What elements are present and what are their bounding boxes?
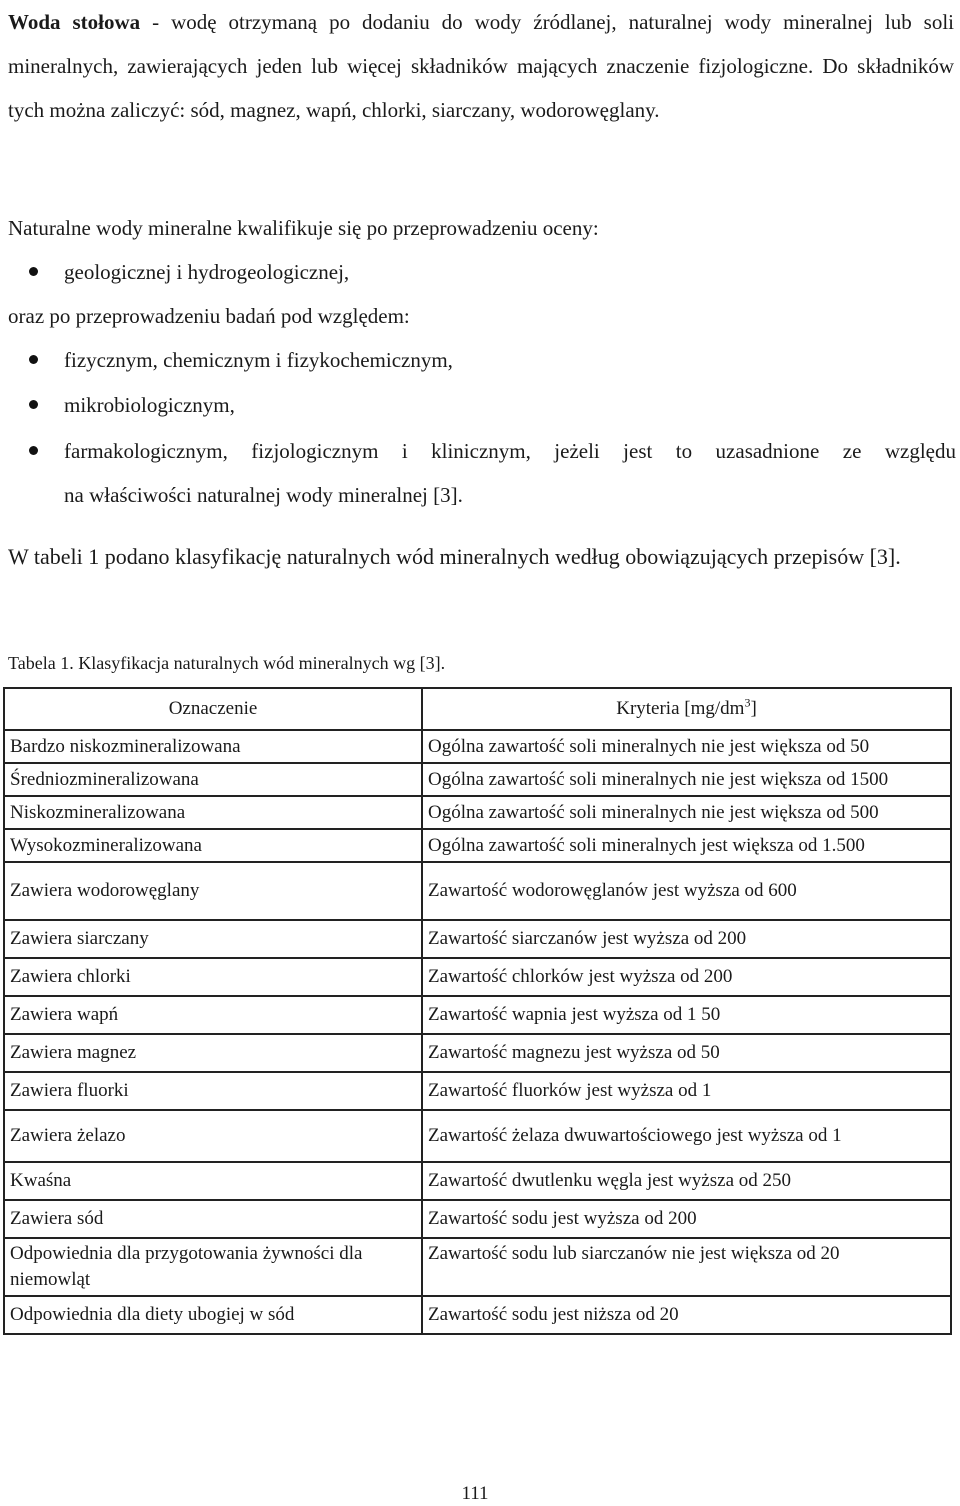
table-row (4, 1238, 951, 1296)
cell-criteria: Zawartość wodorowęglanów jest wyższa od 600 (422, 862, 951, 920)
cell-designation: Zawiera sód (4, 1200, 422, 1238)
cell-designation: Kwaśna (4, 1162, 422, 1200)
header-oznaczenie: Oznaczenie (4, 688, 422, 730)
bullet-icon (29, 267, 38, 276)
cell-criteria: Zawartość fluorków jest wyższa od 1 (422, 1072, 951, 1110)
cell-criteria: Ogólna zawartość soli mineralnych nie jest większa od 1500 (422, 763, 951, 796)
cell-criteria: Zawartość żelaza dwuwartościowego jest wyższa od 1 (422, 1110, 951, 1162)
cell-criteria: Zawartość siarczanów jest wyższa od 200 (422, 920, 951, 958)
table-row (4, 1162, 951, 1200)
table-intro-paragraph: W tabeli 1 podano klasyfikację naturalnych wód mineralnych według obowiązujących przepisów [3]. (8, 544, 901, 569)
cell-designation: Zawiera chlorki (4, 958, 422, 996)
cell-designation: Wysokozmineralizowana (4, 829, 422, 862)
table-row (4, 829, 951, 862)
cell-designation: Niskozmineralizowana (4, 796, 422, 829)
table-caption: Tabela 1. Klasyfikacja naturalnych wód mineralnych wg [3]. (8, 653, 446, 673)
cell-designation: Zawiera siarczany (4, 920, 422, 958)
assessment-item-4: farmakologicznym, fizjologicznym i klinicznym, jeżeli jest to uzasadnione ze względu (64, 439, 956, 463)
cell-designation: Odpowiednia dla diety ubogiej w sód (4, 1296, 422, 1334)
bullet-icon (29, 400, 38, 409)
cell-designation: Bardzo niskozmineralizowana (4, 730, 422, 763)
cell-criteria: Zawartość sodu jest niższa od 20 (422, 1296, 951, 1334)
table-row (4, 862, 951, 920)
cell-criteria: Zawartość sodu lub siarczanów nie jest większa od 20 (422, 1238, 951, 1296)
assessment-intro: Naturalne wody mineralne kwalifikuje się po przeprowadzeniu oceny: (8, 216, 599, 240)
cell-designation: Zawiera magnez (4, 1034, 422, 1072)
cell-designation: Odpowiednia dla przygotowania żywności dla niemowląt (4, 1238, 422, 1296)
cell-criteria: Zawartość dwutlenku węgla jest wyższa od 250 (422, 1162, 951, 1200)
cell-designation: Zawiera fluorki (4, 1072, 422, 1110)
assessment-item-1: geologicznej i hydrogeologicznej, (64, 260, 350, 284)
cell-designation: Średniozmineralizowana (4, 763, 422, 796)
intro-lead-term: Woda stołowa (8, 10, 141, 34)
header-bracket: ] (750, 698, 757, 719)
table-row (4, 796, 951, 829)
cell-criteria: Ogólna zawartość soli mineralnych nie jest większa od 500 (422, 796, 951, 829)
cell-criteria: Zawartość magnezu jest wyższa od 50 (422, 1034, 951, 1072)
bullet-icon (29, 446, 38, 455)
header-superscript: 3 (744, 695, 751, 710)
cell-criteria: Ogólna zawartość soli mineralnych jest większa od 1.500 (422, 829, 951, 862)
classification-table (3, 687, 952, 1335)
header-kryteria-text: Kryteria [mg/dm (616, 698, 745, 719)
cell-designation: Zawiera wapń (4, 996, 422, 1034)
table-row (4, 1200, 951, 1238)
intro-text: - wodę otrzymaną po dodaniu do wody źródlanej, naturalnej wody mineralnej lub soli mineralnych, zawierających jeden lub więcej składników mających znaczenie fizjologiczne. Do składników tych można zaliczyć: sód, magnez, wapń, chlorki, siarczany, wodorowęglany. (8, 10, 954, 122)
table-row (4, 1296, 951, 1334)
header-kryteria (422, 688, 951, 730)
table-row (4, 996, 951, 1034)
assessment-item-4-cont: na właściwości naturalnej wody mineralnej [3]. (64, 483, 463, 507)
cell-designation: Zawiera wodorowęglany (4, 862, 422, 920)
table-row (4, 1072, 951, 1110)
page-number: 111 (461, 1483, 489, 1504)
cell-criteria: Zawartość sodu jest wyższa od 200 (422, 1200, 951, 1238)
cell-criteria: Zawartość chlorków jest wyższa od 200 (422, 958, 951, 996)
table-row (4, 730, 951, 763)
assessment-middle: oraz po przeprowadzeniu badań pod względem: (8, 304, 410, 328)
table-row (4, 1034, 951, 1072)
table-row (4, 1110, 951, 1162)
cell-designation: Zawiera żelazo (4, 1110, 422, 1162)
table-row (4, 763, 951, 796)
table-row (4, 920, 951, 958)
assessment-item-2: fizycznym, chemicznym i fizykochemicznym, (64, 348, 453, 372)
cell-criteria: Ogólna zawartość soli mineralnych nie jest większa od 50 (422, 730, 951, 763)
cell-criteria: Zawartość wapnia jest wyższa od 1 50 (422, 996, 951, 1034)
table-row (4, 958, 951, 996)
table-header-row (4, 688, 951, 730)
intro-paragraph (8, 0, 954, 132)
bullet-icon (29, 355, 38, 364)
assessment-item-3: mikrobiologicznym, (64, 393, 235, 417)
